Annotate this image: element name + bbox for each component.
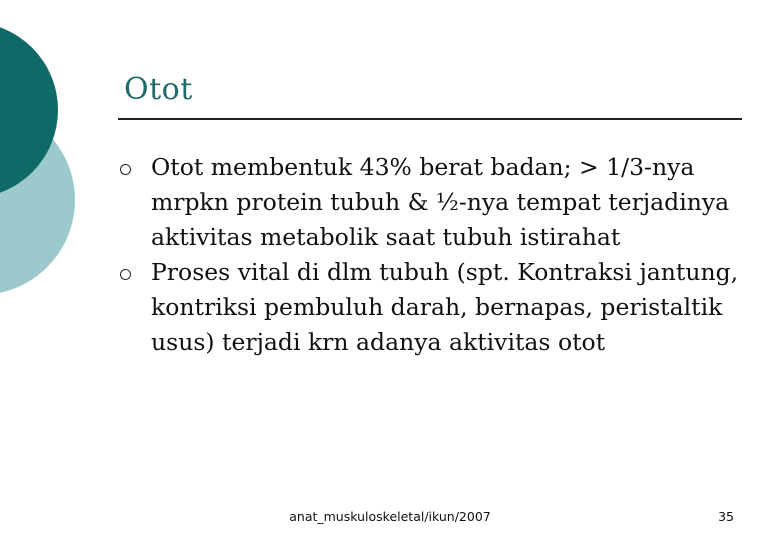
bullet-list — [118, 150, 748, 360]
title-divider — [118, 118, 742, 120]
footer-text: anat_muskuloskeletal/ikun/2007 — [289, 509, 491, 524]
bullet-item — [118, 150, 748, 255]
page-number: 35 — [718, 509, 734, 524]
bullet-item — [118, 255, 748, 360]
hollow-circle-bullet-icon — [120, 164, 131, 175]
slide-title: Otot — [124, 72, 193, 107]
bullet-text: Otot membentuk 43% berat badan; > 1/3-nya mrpkn protein tubuh & ½-nya tempat terjadinya aktivitas metabolik saat tubuh istirahat — [151, 153, 730, 251]
bullet-text: Proses vital di dlm tubuh (spt. Kontraksi jantung, kontriksi pembuluh darah, bernapas, peristaltik usus) terjadi krn adanya aktivitas otot — [151, 258, 739, 356]
hollow-circle-bullet-icon — [120, 269, 131, 280]
